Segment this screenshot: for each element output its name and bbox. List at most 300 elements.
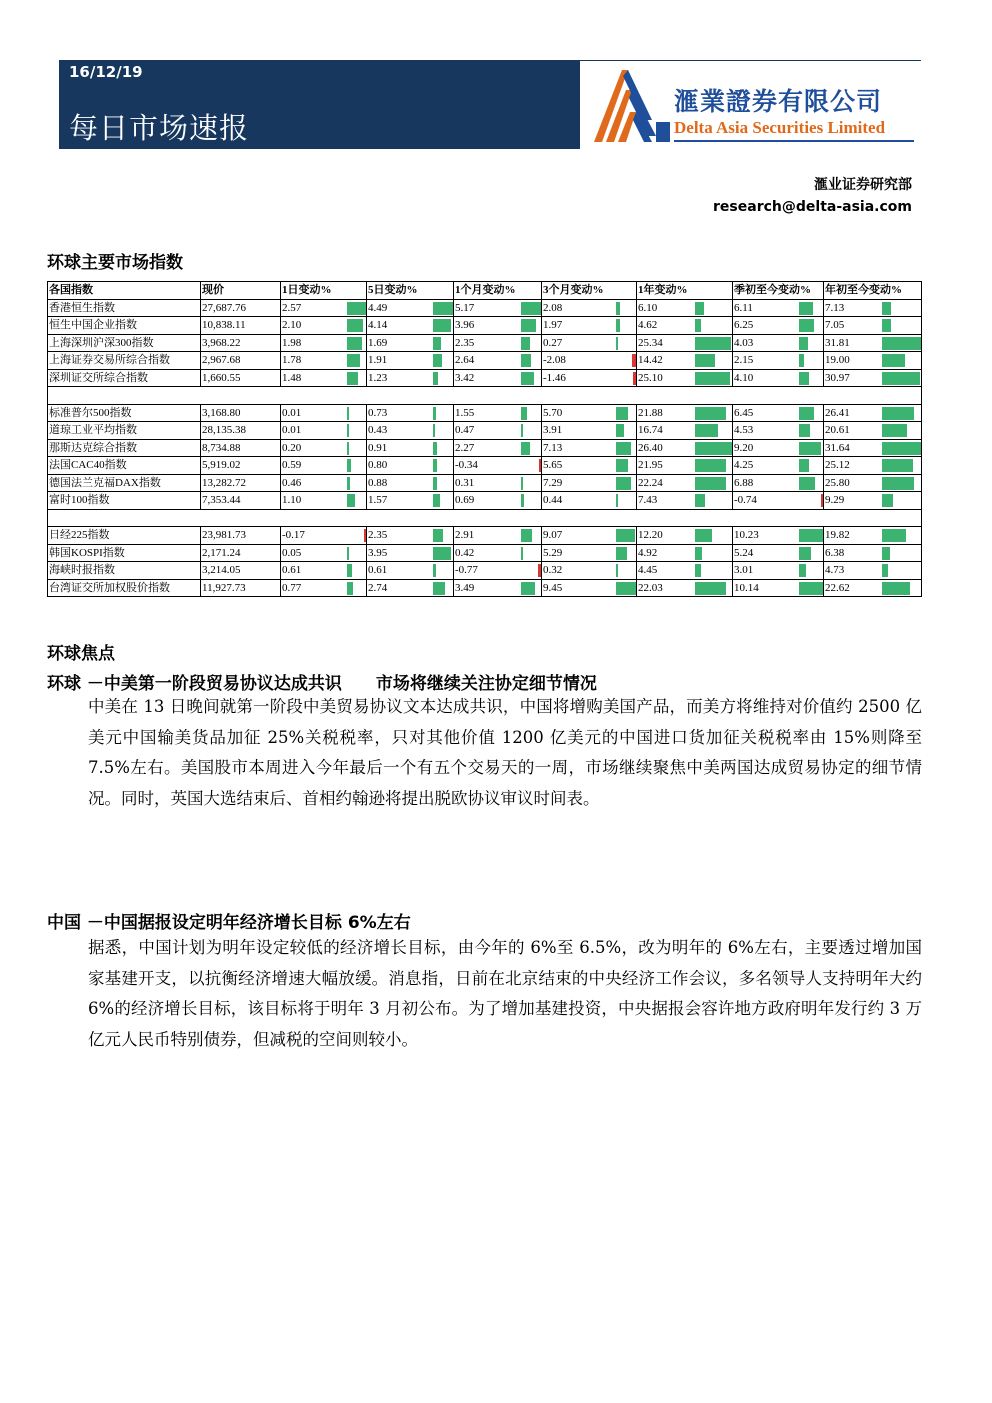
positive-change-bar bbox=[882, 459, 913, 472]
positive-change-bar bbox=[616, 529, 635, 542]
change-value-cell: 0.32 bbox=[542, 562, 616, 580]
change-bar-cell bbox=[616, 404, 637, 422]
change-bar-cell bbox=[433, 422, 454, 440]
change-bar-cell bbox=[799, 422, 824, 440]
table-row bbox=[48, 527, 922, 545]
change-value-cell: 7.13 bbox=[542, 439, 616, 457]
change-value-cell: 6.11 bbox=[733, 299, 799, 317]
change-value-cell: 4.45 bbox=[637, 562, 695, 580]
change-value-cell: 3.91 bbox=[542, 422, 616, 440]
positive-change-bar bbox=[433, 372, 438, 385]
positive-change-bar bbox=[347, 319, 363, 332]
change-value-cell: 9.29 bbox=[824, 492, 882, 510]
change-value-cell: 0.31 bbox=[454, 474, 521, 492]
positive-change-bar bbox=[521, 424, 523, 437]
change-bar-cell bbox=[521, 562, 542, 580]
positive-change-bar bbox=[695, 477, 726, 490]
change-value-cell: 25.34 bbox=[637, 334, 695, 352]
positive-change-bar bbox=[521, 302, 541, 315]
change-value-cell: 6.88 bbox=[733, 474, 799, 492]
change-value-cell: 1.23 bbox=[367, 369, 433, 387]
change-bar-cell bbox=[347, 492, 367, 510]
change-bar-cell bbox=[695, 352, 733, 370]
positive-change-bar bbox=[347, 372, 358, 385]
news-headline: 环球 －中美第一阶段贸易协议达成共识 市场将继续关注协定细节情况 bbox=[47, 674, 597, 694]
positive-change-bar bbox=[695, 529, 712, 542]
index-name-cell: 海峡时报指数 bbox=[48, 562, 201, 580]
positive-change-bar bbox=[433, 494, 440, 507]
negative-change-bar bbox=[633, 372, 636, 385]
change-value-cell: 5.29 bbox=[542, 544, 616, 562]
change-bar-cell bbox=[616, 492, 637, 510]
change-value-cell: 5.65 bbox=[542, 457, 616, 475]
positive-change-bar bbox=[433, 302, 453, 315]
index-name-cell: 深圳证交所综合指数 bbox=[48, 369, 201, 387]
column-header: 1年变动% bbox=[637, 282, 733, 300]
index-name-cell: 标准普尔500指数 bbox=[48, 404, 201, 422]
change-bar-cell bbox=[882, 439, 922, 457]
change-value-cell: 1.10 bbox=[281, 492, 347, 510]
index-name-cell: 道琼工业平均指数 bbox=[48, 422, 201, 440]
table-row bbox=[48, 474, 922, 492]
negative-change-bar bbox=[539, 459, 541, 472]
change-value-cell: 22.24 bbox=[637, 474, 695, 492]
positive-change-bar bbox=[433, 564, 436, 577]
change-bar-cell bbox=[433, 334, 454, 352]
table-row bbox=[48, 439, 922, 457]
change-bar-cell bbox=[521, 369, 542, 387]
change-value-cell: 9.07 bbox=[542, 527, 616, 545]
positive-change-bar bbox=[616, 459, 628, 472]
change-value-cell: 3.95 bbox=[367, 544, 433, 562]
positive-change-bar bbox=[882, 424, 907, 437]
change-bar-cell bbox=[347, 457, 367, 475]
change-bar-cell bbox=[433, 369, 454, 387]
change-value-cell: 31.64 bbox=[824, 439, 882, 457]
change-value-cell: 7.13 bbox=[824, 299, 882, 317]
positive-change-bar bbox=[695, 424, 718, 437]
positive-change-bar bbox=[347, 564, 352, 577]
negative-change-bar bbox=[364, 529, 366, 542]
change-bar-cell bbox=[347, 404, 367, 422]
change-value-cell: 7.29 bbox=[542, 474, 616, 492]
change-bar-cell bbox=[347, 334, 367, 352]
change-bar-cell bbox=[882, 404, 922, 422]
positive-change-bar bbox=[695, 354, 715, 367]
change-value-cell: 2.35 bbox=[367, 527, 433, 545]
change-value-cell: -2.08 bbox=[542, 352, 616, 370]
change-bar-cell bbox=[347, 579, 367, 597]
positive-change-bar bbox=[799, 319, 814, 332]
change-bar-cell bbox=[799, 404, 824, 422]
change-value-cell: 10.23 bbox=[733, 527, 799, 545]
change-value-cell: 4.14 bbox=[367, 317, 433, 335]
change-bar-cell bbox=[695, 492, 733, 510]
change-value-cell: 0.73 bbox=[367, 404, 433, 422]
change-value-cell: 0.61 bbox=[367, 562, 433, 580]
change-value-cell: 6.45 bbox=[733, 404, 799, 422]
table-row bbox=[48, 317, 922, 335]
positive-change-bar bbox=[347, 302, 366, 315]
price-cell: 13,282.72 bbox=[201, 474, 281, 492]
change-value-cell: 20.61 bbox=[824, 422, 882, 440]
news-headline: 中国 －中国据报设定明年经济增长目标 6%左右 bbox=[47, 913, 411, 933]
change-bar-cell bbox=[347, 474, 367, 492]
price-cell: 28,135.38 bbox=[201, 422, 281, 440]
change-value-cell: 1.69 bbox=[367, 334, 433, 352]
positive-change-bar bbox=[347, 407, 349, 420]
negative-change-bar bbox=[821, 494, 823, 507]
change-bar-cell bbox=[882, 527, 922, 545]
change-value-cell: 0.44 bbox=[542, 492, 616, 510]
positive-change-bar bbox=[799, 529, 823, 542]
column-header: 3个月变动% bbox=[542, 282, 637, 300]
change-bar-cell bbox=[695, 422, 733, 440]
change-value-cell: 19.00 bbox=[824, 352, 882, 370]
table-row bbox=[48, 422, 922, 440]
change-value-cell: 0.69 bbox=[454, 492, 521, 510]
change-bar-cell bbox=[695, 457, 733, 475]
positive-change-bar bbox=[695, 494, 705, 507]
positive-change-bar bbox=[347, 477, 350, 490]
positive-change-bar bbox=[433, 547, 451, 560]
positive-change-bar bbox=[882, 319, 891, 332]
change-bar-cell bbox=[695, 317, 733, 335]
change-bar-cell bbox=[882, 579, 922, 597]
column-header: 5日变动% bbox=[367, 282, 454, 300]
change-bar-cell bbox=[433, 562, 454, 580]
news-body: 中美在 13 日晚间就第一阶段中美贸易协议文本达成共识，中国将增购美国产品，而美方将维持对价值约 2500 亿美元中国输美货品加征 25%关税税率，只对其他价值 1200 亿美元的中国进口货加征关税税率由 15%则降至 7.5%左右。美国股市本周进入今年最后一个有五个交易天的一周，市场继续聚焦中美两国达成贸易协定的细节情况。同时，英国大选结束后、首相约翰逊将提出脱欧协议审议时间表。 bbox=[88, 697, 922, 808]
positive-change-bar bbox=[433, 459, 437, 472]
positive-change-bar bbox=[882, 477, 914, 490]
change-bar-cell bbox=[882, 334, 922, 352]
positive-change-bar bbox=[433, 319, 451, 332]
change-bar-cell bbox=[799, 474, 824, 492]
positive-change-bar bbox=[882, 407, 914, 420]
positive-change-bar bbox=[616, 302, 620, 315]
change-bar-cell bbox=[347, 299, 367, 317]
positive-change-bar bbox=[433, 337, 441, 350]
price-cell: 3,168.80 bbox=[201, 404, 281, 422]
negative-change-bar bbox=[632, 354, 636, 367]
positive-change-bar bbox=[799, 459, 809, 472]
change-value-cell: 4.92 bbox=[637, 544, 695, 562]
change-value-cell: 4.49 bbox=[367, 299, 433, 317]
positive-change-bar bbox=[616, 547, 627, 560]
change-value-cell: 9.20 bbox=[733, 439, 799, 457]
index-name-cell: 台湾证交所加权股价指数 bbox=[48, 579, 201, 597]
price-cell: 3,968.22 bbox=[201, 334, 281, 352]
positive-change-bar bbox=[616, 442, 631, 455]
change-value-cell: -1.46 bbox=[542, 369, 616, 387]
positive-change-bar bbox=[695, 337, 731, 350]
change-value-cell: 4.53 bbox=[733, 422, 799, 440]
table-body bbox=[48, 299, 922, 597]
change-bar-cell bbox=[433, 527, 454, 545]
change-value-cell: 2.57 bbox=[281, 299, 347, 317]
table-row bbox=[48, 352, 922, 370]
change-bar-cell bbox=[616, 439, 637, 457]
positive-change-bar bbox=[521, 337, 530, 350]
positive-change-bar bbox=[799, 354, 804, 367]
change-value-cell: 16.74 bbox=[637, 422, 695, 440]
change-bar-cell bbox=[521, 317, 542, 335]
change-value-cell: 0.47 bbox=[454, 422, 521, 440]
positive-change-bar bbox=[433, 477, 437, 490]
positive-change-bar bbox=[521, 477, 523, 490]
change-value-cell: 12.20 bbox=[637, 527, 695, 545]
positive-change-bar bbox=[521, 372, 534, 385]
change-bar-cell bbox=[616, 544, 637, 562]
change-bar-cell bbox=[882, 562, 922, 580]
change-value-cell: 30.97 bbox=[824, 369, 882, 387]
positive-change-bar bbox=[695, 372, 730, 385]
positive-change-bar bbox=[347, 442, 349, 455]
column-header: 1个月变动% bbox=[454, 282, 542, 300]
positive-change-bar bbox=[799, 337, 808, 350]
change-value-cell: 6.10 bbox=[637, 299, 695, 317]
change-bar-cell bbox=[347, 352, 367, 370]
column-header: 1日变动% bbox=[281, 282, 367, 300]
change-bar-cell bbox=[695, 404, 733, 422]
positive-change-bar bbox=[521, 529, 532, 542]
index-name-cell: 富时100指数 bbox=[48, 492, 201, 510]
column-header: 年初至今变动% bbox=[824, 282, 922, 300]
change-bar-cell bbox=[433, 579, 454, 597]
change-bar-cell bbox=[521, 422, 542, 440]
spacer-cell bbox=[48, 387, 922, 405]
change-bar-cell bbox=[882, 352, 922, 370]
change-value-cell: 31.81 bbox=[824, 334, 882, 352]
table-spacer-row bbox=[48, 509, 922, 527]
column-header: 季初至今变动% bbox=[733, 282, 824, 300]
change-bar-cell bbox=[695, 579, 733, 597]
company-logo bbox=[592, 66, 922, 146]
positive-change-bar bbox=[882, 354, 905, 367]
positive-change-bar bbox=[882, 372, 920, 385]
change-bar-cell bbox=[799, 457, 824, 475]
positive-change-bar bbox=[616, 337, 618, 350]
research-contact bbox=[713, 174, 912, 218]
change-bar-cell bbox=[433, 544, 454, 562]
header-banner bbox=[59, 60, 580, 149]
change-bar-cell bbox=[882, 492, 922, 510]
change-bar-cell bbox=[616, 457, 637, 475]
change-bar-cell bbox=[347, 317, 367, 335]
change-value-cell: 5.70 bbox=[542, 404, 616, 422]
positive-change-bar bbox=[799, 442, 821, 455]
change-bar-cell bbox=[616, 299, 637, 317]
index-name-cell: 那斯达克综合指数 bbox=[48, 439, 201, 457]
index-name-cell: 德国法兰克福DAX指数 bbox=[48, 474, 201, 492]
change-value-cell: 4.25 bbox=[733, 457, 799, 475]
change-value-cell: 0.59 bbox=[281, 457, 347, 475]
positive-change-bar bbox=[799, 582, 823, 595]
change-value-cell: 4.10 bbox=[733, 369, 799, 387]
change-bar-cell bbox=[616, 527, 637, 545]
logo-english-name: Delta Asia Securities Limited bbox=[674, 118, 886, 137]
positive-change-bar bbox=[616, 319, 620, 332]
change-value-cell: 1.55 bbox=[454, 404, 521, 422]
change-value-cell: -0.74 bbox=[733, 492, 799, 510]
price-cell: 11,927.73 bbox=[201, 579, 281, 597]
change-value-cell: 22.03 bbox=[637, 579, 695, 597]
positive-change-bar bbox=[616, 494, 618, 507]
positive-change-bar bbox=[433, 354, 442, 367]
change-value-cell: -0.17 bbox=[281, 527, 347, 545]
positive-change-bar bbox=[616, 407, 628, 420]
positive-change-bar bbox=[521, 442, 530, 455]
news-body: 据悉，中国计划为明年设定较低的经济增长目标，由今年的 6%至 6.5%，改为明年的 6%左右，主要透过增加国家基建开支，以抗衡经济增速大幅放缓。消息指，日前在北京结束的中央经济工作会议，多名领导人支持明年大约 6%的经济增长目标，该目标将于明年 3 月初公布。为了增加基建投资，中央据报会容许地方政府明年发行约 3 万亿元人民币特别债券，但减税的空间则较小。 bbox=[88, 938, 922, 1049]
change-value-cell: 0.46 bbox=[281, 474, 347, 492]
change-bar-cell bbox=[616, 334, 637, 352]
change-value-cell: 19.82 bbox=[824, 527, 882, 545]
positive-change-bar bbox=[799, 564, 806, 577]
table-row bbox=[48, 369, 922, 387]
change-value-cell: 7.43 bbox=[637, 492, 695, 510]
change-bar-cell bbox=[882, 544, 922, 562]
change-bar-cell bbox=[882, 299, 922, 317]
change-bar-cell bbox=[521, 439, 542, 457]
positive-change-bar bbox=[521, 547, 523, 560]
change-value-cell: 0.05 bbox=[281, 544, 347, 562]
positive-change-bar bbox=[695, 442, 732, 455]
positive-change-bar bbox=[433, 442, 437, 455]
change-bar-cell bbox=[521, 352, 542, 370]
change-value-cell: 2.64 bbox=[454, 352, 521, 370]
change-value-cell: 25.10 bbox=[637, 369, 695, 387]
change-value-cell: 21.95 bbox=[637, 457, 695, 475]
change-value-cell: 2.15 bbox=[733, 352, 799, 370]
index-name-cell: 恒生中国企业指数 bbox=[48, 317, 201, 335]
positive-change-bar bbox=[521, 319, 536, 332]
change-bar-cell bbox=[799, 527, 824, 545]
index-name-cell: 上海深圳沪深300指数 bbox=[48, 334, 201, 352]
change-value-cell: 5.17 bbox=[454, 299, 521, 317]
logo-mark-icon bbox=[592, 66, 672, 144]
index-name-cell: 上海证券交易所综合指数 bbox=[48, 352, 201, 370]
change-bar-cell bbox=[799, 299, 824, 317]
change-value-cell: 26.40 bbox=[637, 439, 695, 457]
table-row bbox=[48, 544, 922, 562]
positive-change-bar bbox=[882, 582, 910, 595]
market-section-title: 环球主要市场指数 bbox=[47, 253, 183, 273]
positive-change-bar bbox=[695, 302, 704, 315]
price-cell: 8,734.88 bbox=[201, 439, 281, 457]
change-value-cell: 2.27 bbox=[454, 439, 521, 457]
change-value-cell: 3.49 bbox=[454, 579, 521, 597]
report-title: 每日市场速报 bbox=[69, 111, 250, 145]
table-row bbox=[48, 404, 922, 422]
positive-change-bar bbox=[347, 582, 353, 595]
price-cell: 5,919.02 bbox=[201, 457, 281, 475]
change-bar-cell bbox=[695, 474, 733, 492]
positive-change-bar bbox=[695, 582, 726, 595]
change-value-cell: 9.45 bbox=[542, 579, 616, 597]
change-value-cell: 2.35 bbox=[454, 334, 521, 352]
change-value-cell: 0.43 bbox=[367, 422, 433, 440]
change-value-cell: 0.88 bbox=[367, 474, 433, 492]
change-value-cell: 6.38 bbox=[824, 544, 882, 562]
change-bar-cell bbox=[347, 544, 367, 562]
positive-change-bar bbox=[347, 354, 360, 367]
change-value-cell: -0.34 bbox=[454, 457, 521, 475]
change-bar-cell bbox=[695, 439, 733, 457]
price-cell: 2,171.24 bbox=[201, 544, 281, 562]
change-bar-cell bbox=[521, 544, 542, 562]
positive-change-bar bbox=[882, 494, 893, 507]
negative-change-bar bbox=[538, 564, 541, 577]
change-value-cell: 0.61 bbox=[281, 562, 347, 580]
change-bar-cell bbox=[433, 299, 454, 317]
positive-change-bar bbox=[882, 442, 921, 455]
change-value-cell: 21.88 bbox=[637, 404, 695, 422]
positive-change-bar bbox=[695, 547, 702, 560]
column-header: 现价 bbox=[201, 282, 281, 300]
positive-change-bar bbox=[616, 582, 636, 595]
change-value-cell: 0.01 bbox=[281, 404, 347, 422]
price-cell: 27,687.76 bbox=[201, 299, 281, 317]
table-row bbox=[48, 562, 922, 580]
department-name: 滙业证券研究部 bbox=[814, 177, 912, 193]
change-bar-cell bbox=[799, 352, 824, 370]
spacer-cell bbox=[48, 509, 922, 527]
positive-change-bar bbox=[433, 424, 435, 437]
positive-change-bar bbox=[433, 407, 436, 420]
change-bar-cell bbox=[521, 579, 542, 597]
change-value-cell: 0.77 bbox=[281, 579, 347, 597]
change-value-cell: 4.03 bbox=[733, 334, 799, 352]
positive-change-bar bbox=[616, 424, 624, 437]
change-bar-cell bbox=[616, 352, 637, 370]
change-bar-cell bbox=[521, 299, 542, 317]
positive-change-bar bbox=[882, 547, 890, 560]
change-bar-cell bbox=[616, 562, 637, 580]
positive-change-bar bbox=[882, 302, 891, 315]
price-cell: 10,838.11 bbox=[201, 317, 281, 335]
logo-underline bbox=[674, 140, 914, 142]
change-bar-cell bbox=[695, 299, 733, 317]
change-bar-cell bbox=[799, 579, 824, 597]
change-bar-cell bbox=[799, 317, 824, 335]
change-bar-cell bbox=[433, 404, 454, 422]
focus-section-title: 环球焦点 bbox=[47, 644, 115, 664]
change-bar-cell bbox=[347, 369, 367, 387]
change-value-cell: 1.98 bbox=[281, 334, 347, 352]
report-date: 16/12/19 bbox=[69, 63, 143, 81]
price-cell: 1,660.55 bbox=[201, 369, 281, 387]
change-bar-cell bbox=[882, 457, 922, 475]
market-index-table bbox=[47, 281, 922, 597]
change-bar-cell bbox=[616, 422, 637, 440]
change-bar-cell bbox=[521, 334, 542, 352]
change-bar-cell bbox=[695, 544, 733, 562]
change-value-cell: 14.42 bbox=[637, 352, 695, 370]
change-value-cell: 25.80 bbox=[824, 474, 882, 492]
change-bar-cell bbox=[799, 544, 824, 562]
positive-change-bar bbox=[521, 407, 527, 420]
index-name-cell: 日经225指数 bbox=[48, 527, 201, 545]
positive-change-bar bbox=[616, 477, 631, 490]
positive-change-bar bbox=[799, 477, 815, 490]
change-value-cell: 4.62 bbox=[637, 317, 695, 335]
change-value-cell: 6.25 bbox=[733, 317, 799, 335]
positive-change-bar bbox=[521, 354, 531, 367]
change-value-cell: 0.20 bbox=[281, 439, 347, 457]
positive-change-bar bbox=[882, 337, 921, 350]
price-cell: 23,981.73 bbox=[201, 527, 281, 545]
change-bar-cell bbox=[433, 492, 454, 510]
